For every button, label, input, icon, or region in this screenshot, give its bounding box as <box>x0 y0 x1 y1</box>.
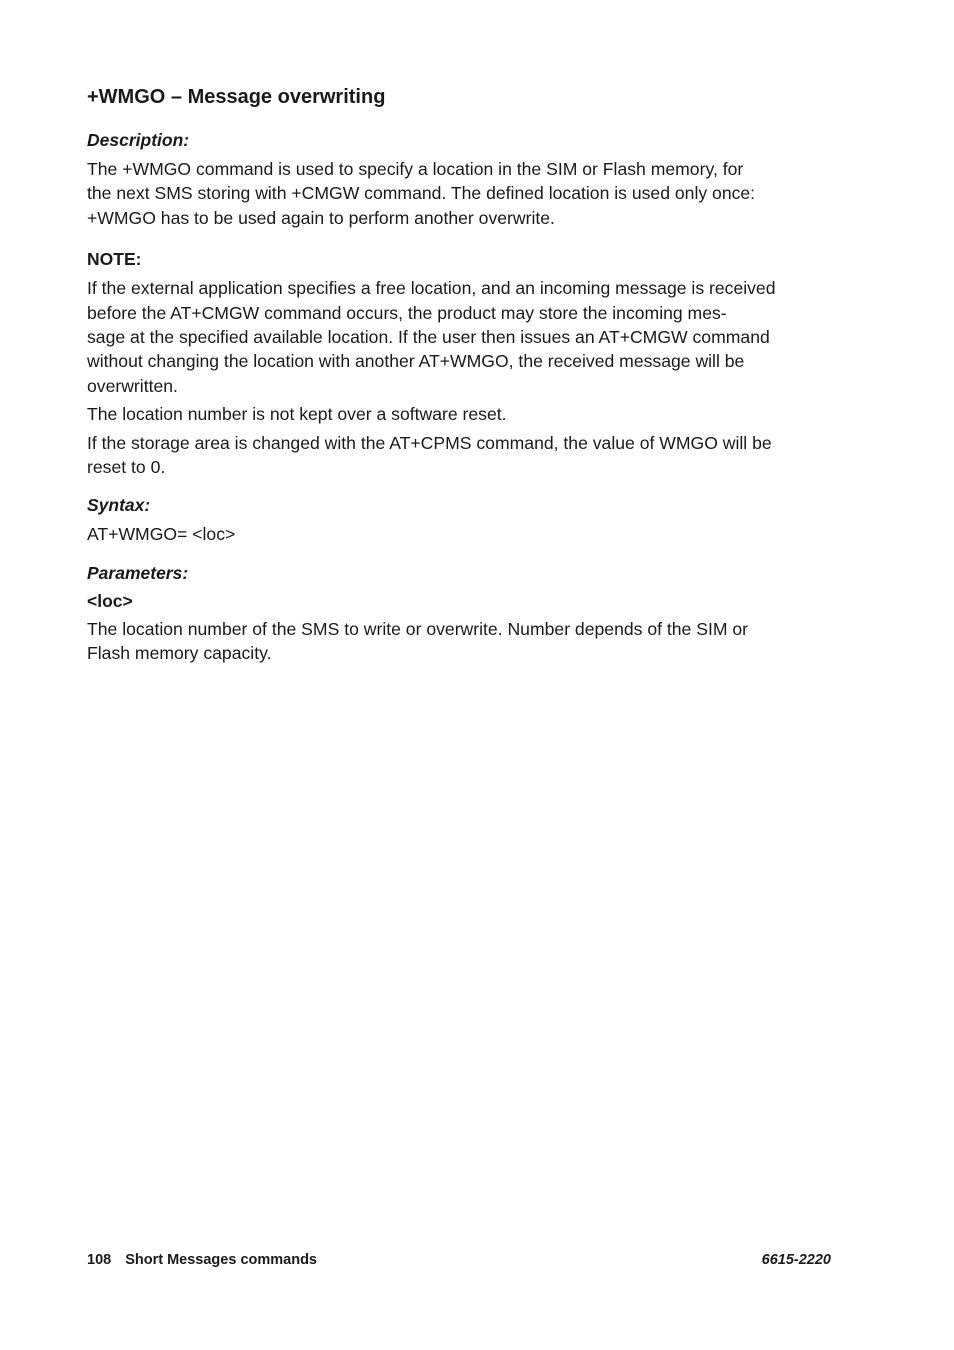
parameter-line: The location number of the SMS to write or overwrite. Number depends of the SIM or <box>87 618 749 639</box>
note-line: overwritten. <box>87 375 178 396</box>
note-line: If the external application specifies a free location, and an incoming message is received <box>87 278 776 299</box>
note-paragraph-3 <box>87 431 832 480</box>
note-heading: NOTE: <box>87 249 142 270</box>
note-line: without changing the location with another AT+WMGO, the received message will be <box>87 351 745 372</box>
parameter-line: Flash memory capacity. <box>87 643 272 664</box>
page-number: 108 <box>87 1252 112 1268</box>
syntax-command: AT+WMGO= <loc> <box>87 524 236 545</box>
note-paragraph-1 <box>87 276 832 398</box>
description-line: +WMGO has to be used again to perform another overwrite. <box>87 207 555 228</box>
note-line: reset to 0. <box>87 457 166 478</box>
description-text <box>87 157 832 230</box>
document-reference: 6615-2220 <box>761 1252 831 1268</box>
note-line: sage at the specified available location. If the user then issues an AT+CMGW command <box>87 327 770 348</box>
description-heading: Description: <box>87 130 190 150</box>
chapter-name: Short Messages commands <box>125 1252 317 1268</box>
note-paragraph-2: The location number is not kept over a software reset. <box>87 404 507 425</box>
parameter-name: <loc> <box>87 590 133 611</box>
parameters-heading: Parameters: <box>87 562 189 583</box>
note-line: If the storage area is changed with the AT+CPMS command, the value of WMGO will be <box>87 432 772 453</box>
description-line: the next SMS storing with +CMGW command. The defined location is used only once: <box>87 183 756 204</box>
note-line: before the AT+CMGW command occurs, the product may store the incoming mes- <box>87 302 727 323</box>
description-line: The +WMGO command is used to specify a location in the SIM or Flash memory, for <box>87 159 744 179</box>
parameter-description <box>87 617 832 666</box>
section-title: +WMGO – Message overwriting <box>87 86 386 108</box>
page-footer <box>87 1250 831 1270</box>
syntax-heading: Syntax: <box>87 495 151 516</box>
page-content <box>87 84 832 666</box>
